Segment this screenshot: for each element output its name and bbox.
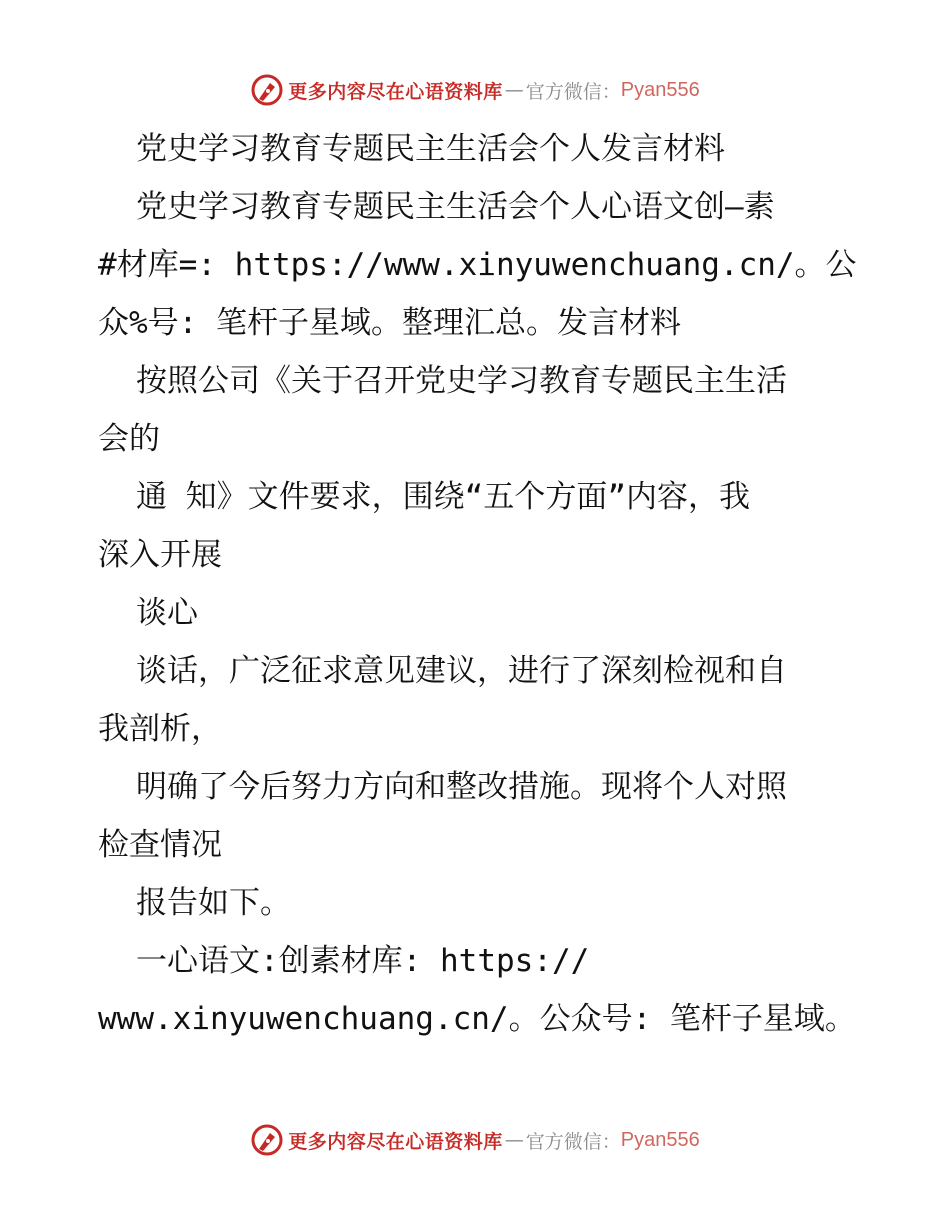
banner-wechat-label: 官方微信： (525, 80, 621, 103)
paragraph-line: 报告如下。 (136, 885, 291, 921)
paragraph-line: 一心语文:创素材库: https:// (136, 943, 590, 979)
paragraph-line: #材库=: https://www.xinyuwenchuang.cn/。公 (98, 247, 857, 283)
banner-wechat-id: Pyan556 (620, 1128, 700, 1151)
banner-separator: — (504, 79, 524, 101)
footer-banner (0, 1120, 950, 1160)
banner-separator: — (504, 1129, 524, 1151)
pen-nib-logo-icon (250, 1123, 284, 1157)
paragraph-line: 谈话，广泛征求意见建议，进行了深刻检视和自 (136, 653, 787, 689)
banner-wechat-id: Pyan556 (620, 78, 700, 101)
paragraph-line: 按照公司《关于召开党史学习教育专题民主生活 (136, 363, 787, 399)
banner-slogan: 更多内容尽在心语资料库 (288, 1130, 503, 1153)
banner-wechat-label: 官方微信： (525, 1130, 621, 1153)
document-body (98, 120, 858, 1048)
paragraph-line: 我剖析， (98, 711, 222, 747)
paragraph-line: 通 知》文件要求，围绕“五个方面”内容，我 (136, 479, 750, 515)
paragraph-line: 众%号: 笔杆子星域。整理汇总。发言材料 (98, 305, 681, 341)
paragraph-line: 明确了今后努力方向和整改措施。现将个人对照 (136, 769, 787, 805)
pen-nib-logo-icon (250, 73, 284, 107)
paragraph-line: 谈心 (136, 595, 198, 631)
paragraph-line: 深入开展 (98, 537, 222, 573)
document-title: 党史学习教育专题民主生活会个人发言材料 (136, 131, 725, 167)
paragraph-line: 检查情况 (98, 827, 222, 863)
paragraph-line: www.xinyuwenchuang.cn/。公众号: 笔杆子星域。 (98, 1001, 856, 1037)
paragraph-line: 党史学习教育专题民主生活会个人心语文创—素 (136, 189, 775, 225)
header-banner (0, 70, 950, 110)
paragraph-line: 会的 (98, 421, 160, 457)
banner-slogan: 更多内容尽在心语资料库 (288, 80, 503, 103)
